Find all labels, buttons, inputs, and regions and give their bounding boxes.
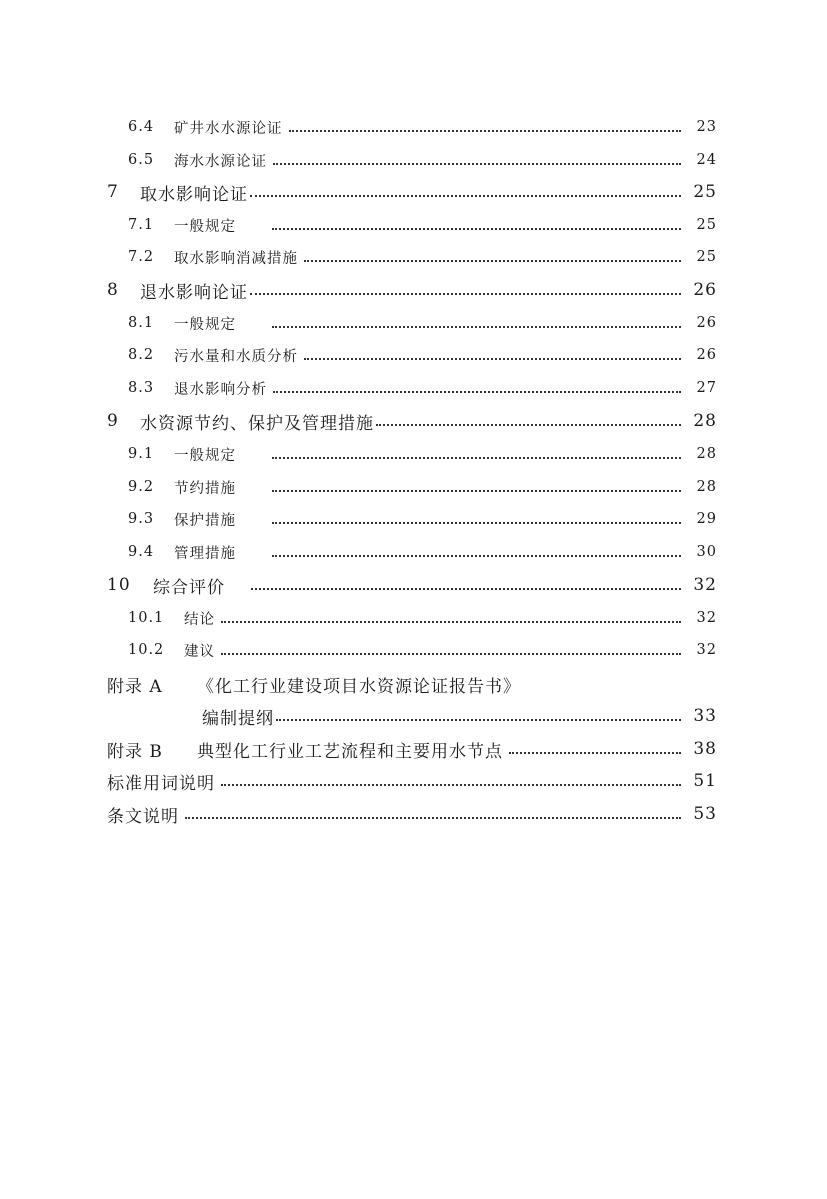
toc-entry-page: 24 [696,152,717,168]
dot-leader [289,129,682,132]
appendix-a-page: 33 [693,706,717,726]
toc-chapter-title: 水资源节约、保护及管理措施 [140,413,374,434]
appendix-b-title: 典型化工行业工艺流程和主要用水节点 [197,741,503,762]
toc-entry-page: 32 [696,610,717,626]
dot-leader [272,227,681,230]
toc-appendix-b[interactable] [107,734,717,764]
toc-entry-title: 退水影响分析 [174,381,267,398]
toc-entry-page: 29 [696,511,717,527]
toc-entry[interactable] [128,537,717,567]
appendix-a-title: 《化工行业建设项目水资源论证报告书》 [197,676,521,697]
toc-entry[interactable] [128,373,717,403]
toc-appendix-a[interactable] [107,669,717,699]
toc-entry-number: 8.3 [128,380,155,396]
dot-leader [276,718,681,721]
toc-chapter-number: 8 [107,280,119,300]
toc-entry-page: 28 [696,479,717,495]
toc-chapter[interactable] [107,275,717,305]
toc-chapter-page: 32 [693,575,717,595]
toc-entry-page: 28 [696,446,717,462]
toc-chapter-number: 10 [107,575,131,595]
appendix-b-page: 38 [693,739,717,759]
dot-leader [185,816,681,819]
dot-leader [272,456,681,459]
dot-leader [251,587,681,590]
toc-entry[interactable] [128,308,717,338]
dot-leader [272,521,681,524]
toc-chapter-page: 28 [693,411,717,431]
toc-entry-number: 10.1 [128,610,165,626]
toc-entry-number: 6.5 [128,152,155,168]
toc-entry-title: 海水水源论证 [174,153,267,170]
dot-leader [304,259,681,262]
toc-entry-title: 节约措施 [174,480,236,497]
toc-chapter[interactable] [107,570,717,600]
toc-entry[interactable] [128,340,717,370]
toc-entry-title: 一般规定 [174,447,236,464]
appendix-a-label: 附录 A [107,676,163,697]
toc-entry-page: 25 [696,249,717,265]
toc-entry[interactable] [128,635,717,665]
toc-explanation[interactable] [107,799,717,829]
toc-entry-title: 一般规定 [174,316,236,333]
toc-entry[interactable] [128,504,717,534]
toc-entry-title: 一般规定 [174,218,236,235]
toc-entry-page: 30 [696,544,717,560]
toc-entry[interactable] [128,472,717,502]
toc-entry[interactable] [128,112,717,142]
dot-leader [272,325,681,328]
toc-entry[interactable] [128,242,717,272]
toc-entry-title: 建议 [184,643,215,660]
toc-entry-page: 27 [696,380,717,396]
toc-chapter-number: 9 [107,411,119,431]
toc-entry-number: 7.2 [128,249,155,265]
explanation-title: 条文说明 [107,806,179,827]
toc-entry-page: 26 [696,347,717,363]
toc-entry-number: 9.2 [128,479,155,495]
appendix-b-label: 附录 B [107,741,163,762]
toc-chapter[interactable] [107,406,717,436]
toc-entry-page: 25 [696,217,717,233]
dot-leader [376,423,681,426]
toc-entry-page: 23 [696,119,717,135]
toc-entry-title: 管理措施 [174,545,236,562]
toc-entry[interactable] [128,210,717,240]
toc-entry-number: 7.1 [128,217,155,233]
toc-entry-number: 9.1 [128,446,155,462]
appendix-a-title-line2: 编制提纲 [202,708,274,729]
dot-leader [250,194,681,197]
terms-page: 51 [693,771,717,791]
dot-leader [509,751,681,754]
toc-entry-number: 6.4 [128,119,155,135]
toc-entry[interactable] [128,603,717,633]
dot-leader [221,620,681,623]
toc-chapter-title: 退水影响论证 [140,282,248,303]
dot-leader [221,783,681,786]
toc-entry-page: 26 [696,315,717,331]
toc-entry-number: 9.4 [128,544,155,560]
toc-entry-title: 取水影响消减措施 [174,250,298,267]
toc-entry-number: 10.2 [128,642,165,658]
toc-entry-title: 矿井水水源论证 [174,120,283,137]
toc-entry-title: 污水量和水质分析 [174,348,298,365]
dot-leader [272,489,681,492]
toc-entry-title: 保护措施 [174,512,236,529]
toc-chapter-title: 取水影响论证 [140,184,248,205]
toc-chapter-number: 7 [107,182,119,202]
toc-terms[interactable] [107,766,717,796]
toc-entry-title: 结论 [184,611,215,628]
toc-chapter-page: 25 [693,182,717,202]
dot-leader [250,292,681,295]
toc-appendix-a-continuation[interactable] [202,701,717,731]
dot-leader [304,357,681,360]
toc-entry[interactable] [128,145,717,175]
explanation-page: 53 [693,804,717,824]
dot-leader [272,554,681,557]
toc-entry-page: 32 [696,642,717,658]
dot-leader [221,652,681,655]
dot-leader [273,162,681,165]
toc-chapter-title: 综合评价 [153,577,225,598]
toc-entry-number: 8.2 [128,347,155,363]
toc-chapter-page: 26 [693,280,717,300]
terms-title: 标准用词说明 [107,773,215,794]
toc-chapter[interactable] [107,177,717,207]
toc-entry[interactable] [128,439,717,469]
toc-entry-number: 8.1 [128,315,155,331]
dot-leader [273,390,681,393]
toc-entry-number: 9.3 [128,511,155,527]
